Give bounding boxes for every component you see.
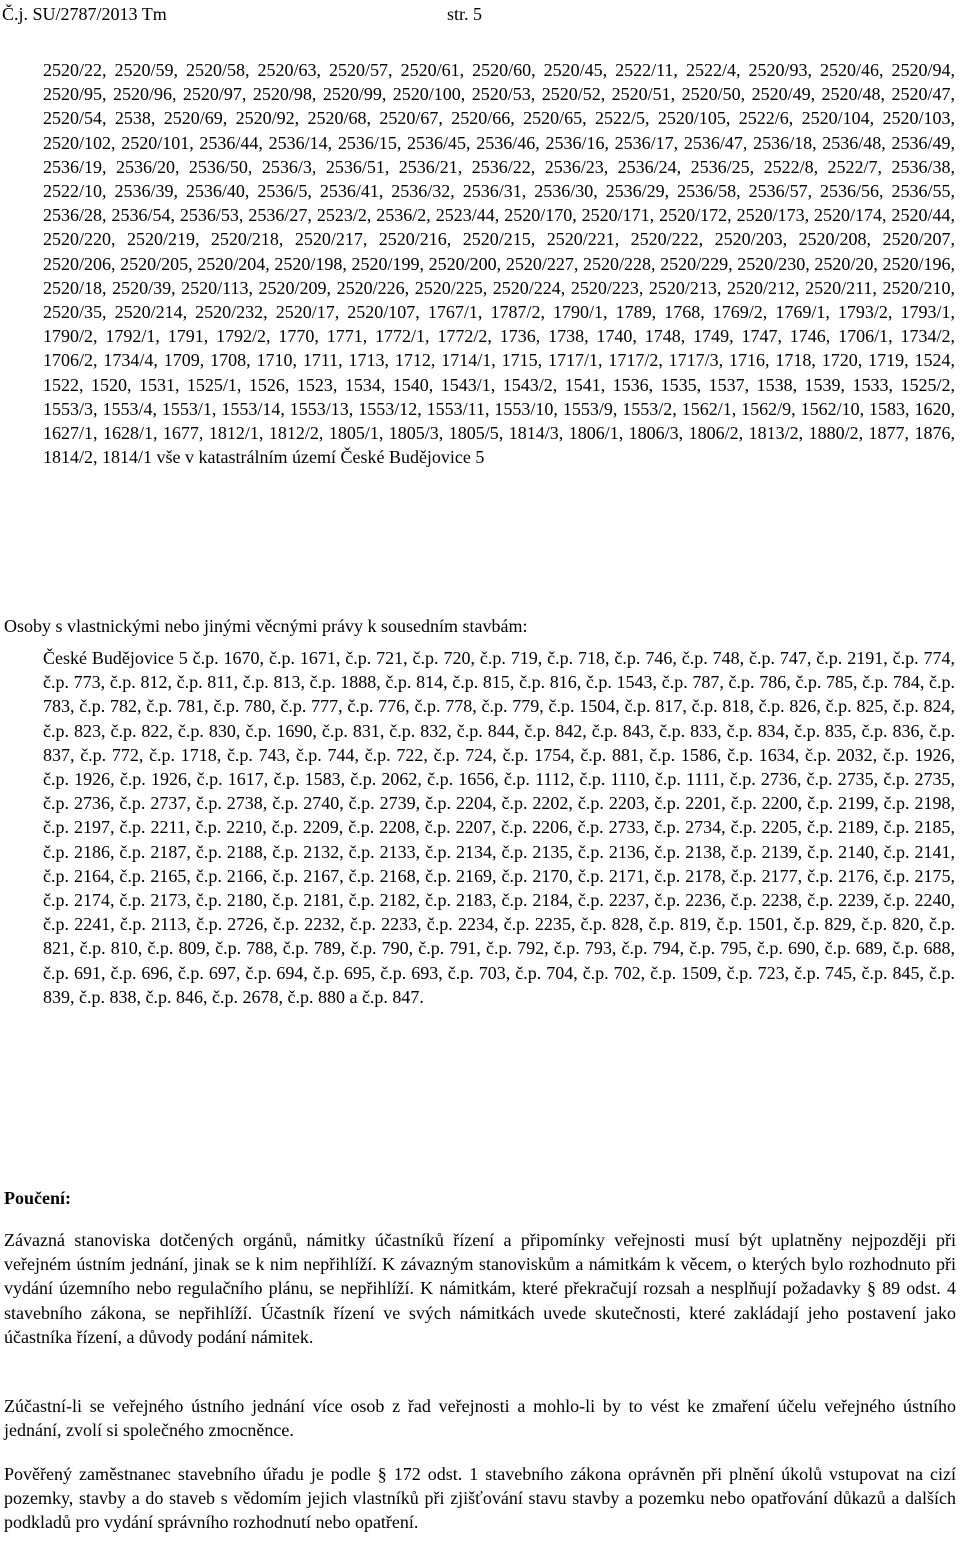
notice-paragraph-objections: Závazná stanoviska dotčených orgánů, námitky účastníků řízení a připomínky veřejnosti musí být uplatněny nejpozději při veřejném ústním jednání, jinak se k nim nepřihlíží. K závazným stanoviskům a námitkám k věcem, o kterých bylo rozhodnuto při vydání územního nebo regulačního plánu, se nepřihlíží. K námitkám, které překračují rozsah a nesplňují požadavky § 89 odst. 4 stavebního zákona, se nepřihlíží. Účastník řízení ve svých námitkách uvede skutečnosti, které zakládají jeho postavení jako účastníka řízení, a důvody podání námitek.	[4, 1230, 956, 1347]
notice-heading: Poučení:	[4, 1188, 71, 1208]
notice-paragraph-access: Pověřený zaměstnanec stavebního úřadu je podle § 172 odst. 1 stavebního zákona oprávněn při plnění úkolů vstupovat na cizí pozemky, stavby a do staveb s vědomím jejich vlastníků při zjišťování stavu stavby a pozemku nebo opatřování důkazů a dalších podkladů pro vydání správního rozhodnutí nebo opatření.	[4, 1464, 956, 1533]
persons-heading: Osoby s vlastnickými nebo jinými věcnými právy k sousedním stavbám:	[4, 616, 528, 636]
parcel-list: 2520/22, 2520/59, 2520/58, 2520/63, 2520/57, 2520/61, 2520/60, 2520/45, 2522/11, 2522/4, 2520/93, 2520/46, 2520/94, 2520/95, 2520/96, 2520/97, 2520/98, 2520/99, 2520/100, 2520/53, 2520/52, 2520/51, 2520/50, 2520/49, 2520/48, 2520/47, 2520/54, 2538, 2520/69, 2520/92, 2520/68, 2520/67, 2520/66, 2520/65, 2522/5, 2520/105, 2522/6, 2520/104, 2520/103, 2520/102, 2520/101, 2536/44, 2536/14, 2536/15, 2536/45, 2536/46, 2536/16, 2536/17, 2536/47, 2536/18, 2536/48, 2536/49, 2536/19, 2536/20, 2536/50, 2536/3, 2536/51, 2536/21, 2536/22, 2536/23, 2536/24, 2536/25, 2522/8, 2522/7, 2536/38, 2522/10, 2536/39, 2536/40, 2536/5, 2536/41, 2536/32, 2536/31, 2536/30, 2536/29, 2536/58, 2536/57, 2536/56, 2536/55, 2536/28, 2536/54, 2536/53, 2536/27, 2523/2, 2536/2, 2523/44, 2520/170, 2520/171, 2520/172, 2520/173, 2520/174, 2520/44, 2520/220, 2520/219, 2520/218, 2520/217, 2520/216, 2520/215, 2520/221, 2520/222, 2520/203, 2520/208, 2520/207, 2520/206, 2520/205, 2520/204, 2520/198, 2520/199, 2520/200, 2520/227, 2520/228, 2520/229, 2520/230, 2520/20, 2520/196, 2520/18, 2520/39, 2520/113, 2520/209, 2520/226, 2520/225, 2520/224, 2520/223, 2520/213, 2520/212, 2520/211, 2520/210, 2520/35, 2520/214, 2520/232, 2520/17, 2520/107, 1767/1, 1787/2, 1790/1, 1789, 1768, 1769/2, 1769/1, 1793/2, 1793/1, 1790/2, 1792/1, 1791, 1792/2, 1770, 1771, 1772/1, 1772/2, 1736, 1738, 1740, 1748, 1749, 1747, 1746, 1706/1, 1734/2, 1706/2, 1734/4, 1709, 1708, 1710, 1711, 1713, 1712, 1714/1, 1715, 1717/1, 1717/2, 1717/3, 1716, 1718, 1720, 1719, 1524, 1522, 1520, 1531, 1525/1, 1526, 1523, 1534, 1540, 1543/1, 1543/2, 1541, 1536, 1535, 1537, 1538, 1539, 1533, 1525/2, 1553/3, 1553/4, 1553/1, 1553/14, 1553/13, 1553/12, 1553/11, 1553/10, 1553/9, 1553/2, 1562/1, 1562/9, 1562/10, 1583, 1620, 1627/1, 1628/1, 1677, 1812/1, 1812/2, 1805/1, 1805/3, 1805/5, 1814/3, 1806/1, 1806/3, 1806/2, 1813/2, 1880/2, 1877, 1876, 1814/2, 1814/1 vše v katastrálním území České Budějovice 5	[43, 60, 955, 468]
notice-paragraph-representative: Zúčastní-li se veřejného ústního jednání více osob z řad veřejnosti a mohlo-li by to vést ke zmaření účelu veřejného ústního jednání, zvolí si společného zmocněnce.	[4, 1396, 956, 1441]
page-number: str. 5	[447, 4, 483, 24]
persons-list: České Budějovice 5 č.p. 1670, č.p. 1671, č.p. 721, č.p. 720, č.p. 719, č.p. 718, č.p. 746, č.p. 748, č.p. 747, č.p. 2191, č.p. 774, č.p. 773, č.p. 812, č.p. 811, č.p. 813, č.p. 1888, č.p. 814, č.p. 815, č.p. 816, č.p. 1543, č.p. 787, č.p. 786, č.p. 785, č.p. 784, č.p. 783, č.p. 782, č.p. 781, č.p. 780, č.p. 777, č.p. 776, č.p. 778, č.p. 779, č.p. 1504, č.p. 817, č.p. 818, č.p. 826, č.p. 825, č.p. 824, č.p. 823, č.p. 822, č.p. 830, č.p. 1690, č.p. 831, č.p. 832, č.p. 844, č.p. 842, č.p. 843, č.p. 833, č.p. 834, č.p. 835, č.p. 836, č.p. 837, č.p. 772, č.p. 1718, č.p. 743, č.p. 744, č.p. 722, č.p. 724, č.p. 1754, č.p. 881, č.p. 1586, č.p. 1634, č.p. 2032, č.p. 1926, č.p. 1926, č.p. 1926, č.p. 1617, č.p. 1583, č.p. 2062, č.p. 1656, č.p. 1112, č.p. 1110, č.p. 1111, č.p. 2736, č.p. 2735, č.p. 2735, č.p. 2736, č.p. 2737, č.p. 2738, č.p. 2740, č.p. 2739, č.p. 2204, č.p. 2202, č.p. 2203, č.p. 2201, č.p. 2200, č.p. 2199, č.p. 2198, č.p. 2197, č.p. 2211, č.p. 2210, č.p. 2209, č.p. 2208, č.p. 2207, č.p. 2206, č.p. 2733, č.p. 2734, č.p. 2205, č.p. 2189, č.p. 2185, č.p. 2186, č.p. 2187, č.p. 2188, č.p. 2132, č.p. 2133, č.p. 2134, č.p. 2135, č.p. 2136, č.p. 2138, č.p. 2139, č.p. 2140, č.p. 2141, č.p. 2164, č.p. 2165, č.p. 2166, č.p. 2167, č.p. 2168, č.p. 2169, č.p. 2170, č.p. 2171, č.p. 2178, č.p. 2177, č.p. 2176, č.p. 2175, č.p. 2174, č.p. 2173, č.p. 2180, č.p. 2181, č.p. 2182, č.p. 2183, č.p. 2184, č.p. 2237, č.p. 2236, č.p. 2238, č.p. 2239, č.p. 2240, č.p. 2241, č.p. 2113, č.p. 2726, č.p. 2232, č.p. 2233, č.p. 2234, č.p. 2235, č.p. 828, č.p. 819, č.p. 1501, č.p. 829, č.p. 820, č.p. 821, č.p. 810, č.p. 809, č.p. 788, č.p. 789, č.p. 790, č.p. 791, č.p. 792, č.p. 793, č.p. 794, č.p. 795, č.p. 690, č.p. 689, č.p. 688, č.p. 691, č.p. 696, č.p. 697, č.p. 694, č.p. 695, č.p. 693, č.p. 703, č.p. 704, č.p. 702, č.p. 1509, č.p. 723, č.p. 745, č.p. 845, č.p. 839, č.p. 838, č.p. 846, č.p. 2678, č.p. 880 a č.p. 847.	[43, 648, 955, 1007]
document-reference: Č.j. SU/2787/2013 Tm	[2, 4, 167, 24]
